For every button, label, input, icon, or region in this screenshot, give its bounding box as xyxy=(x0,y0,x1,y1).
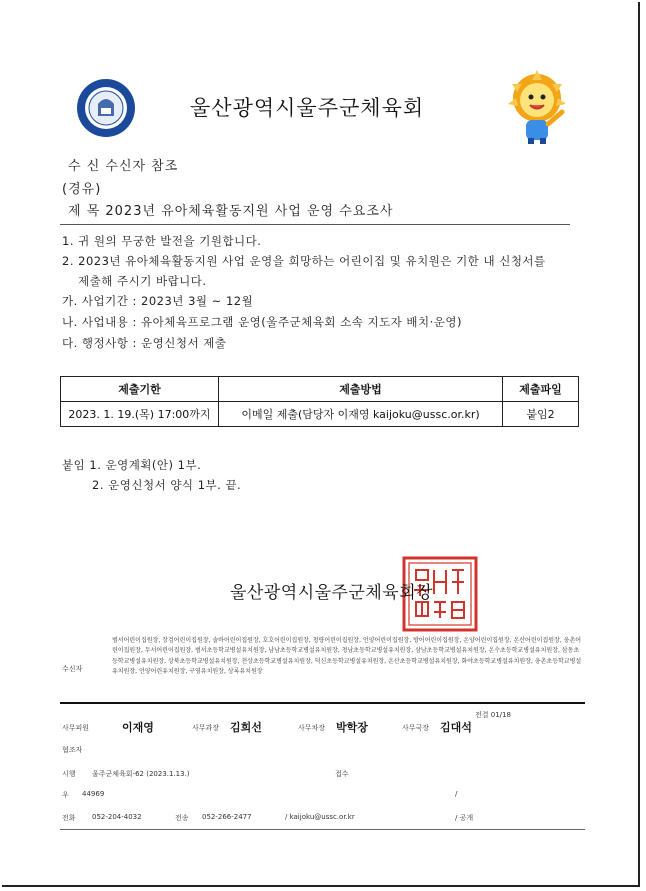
body-line-1: 1. 귀 원의 무궁한 발전을 기원합니다. xyxy=(62,234,262,248)
item-ga: 가. 사업기간 : 2023년 3월 ~ 12월 xyxy=(62,294,254,308)
document-title: 울산광역시울주군체육회 xyxy=(190,96,425,120)
chief-signature: 김대석 xyxy=(440,721,472,734)
postcode-label: 우 xyxy=(62,791,69,799)
sender-name: 울산광역시울주군체육회장 xyxy=(230,583,434,603)
postcode: 44969 xyxy=(82,790,105,798)
via-line: (경유) xyxy=(62,182,102,197)
team-label: 사무과장 xyxy=(192,724,220,732)
table-cell: 붙임2 xyxy=(503,402,579,427)
vice-signature: 박학장 xyxy=(336,721,368,734)
footer-divider xyxy=(60,829,585,830)
doc-no: 울주군체육회-62 (2023.1.13.) xyxy=(92,770,190,778)
organization-logo xyxy=(76,78,136,138)
recipient-line: 수 신 수신자 참조 xyxy=(68,159,179,174)
table-header: 제출파일 xyxy=(503,377,579,402)
vice-label: 사무차장 xyxy=(298,724,326,732)
team-signature: 김희선 xyxy=(230,721,262,734)
header-divider xyxy=(60,224,570,225)
doc-no-label: 시행 xyxy=(62,770,76,778)
approval-date-note: 전결 01/18 xyxy=(475,711,511,719)
chief-label: 사무국장 xyxy=(402,724,430,732)
cooperator-label: 협조자 xyxy=(62,746,83,754)
recipients-list: 범서어린이집원장, 장검어린이집원장, 솔바어린이집원장, 호호어린이집원장, 청량어린이집원장, 언양어린이집원장, 방어어린이집원장, 온양어린이집원장, 온산어린이집원장, 웅촌어린이집원장, 두서어린이집원장, 범서초등학교병설유치원장, 남남초등학교병설유치원장, 청남초등학교병설유치원장, 삼남초등학교병설유치원장, 온수초등학교병설유치원장, 삼동초등학교병설유치원장, 상북초등학교병설유치원장, 천상초등학교병설유치원장, 덕신초등학교병설유치원장, 온산초등학교병설유치원장, 화야초등학교병설유치원장, 웅촌초등학교병설유치원장, 언양어린유치원장, 구영유치원장, 상록유치원장 xyxy=(112,637,582,675)
attachment-line-2: 2. 운영신청서 양식 1부. 끝. xyxy=(92,478,242,492)
table-cell: 2023. 1. 19.(목) 17:00까지 xyxy=(61,402,219,427)
phone-number: 052-204-4032 xyxy=(92,813,142,821)
fax-label: 전송 xyxy=(175,814,189,822)
body-line-2b: 제출해 주시기 바랍니다. xyxy=(78,274,207,288)
address-slash: / xyxy=(455,790,458,798)
staff-signature: 이재영 xyxy=(122,721,154,734)
email: / kaijoku@ussc.or.kr xyxy=(285,813,355,821)
fax-number: 052-266-2477 xyxy=(202,813,252,821)
subject-line: 제 목 2023년 유아체육활동지원 사업 운영 수요조사 xyxy=(68,204,394,219)
body-line-2a: 2. 2023년 유아체육활동지원 사업 운영을 희망하는 어린이집 및 유치원은 기한 내 신청서를 xyxy=(62,254,546,268)
receipt-label: 접수 xyxy=(335,770,349,778)
recipients-label: 수신자 xyxy=(62,665,83,673)
submission-table xyxy=(60,376,579,427)
phone-label: 전화 xyxy=(62,814,76,822)
table-row xyxy=(61,402,579,427)
disclosure: / 공개 xyxy=(455,814,474,822)
item-da: 다. 행정사항 : 운영신청서 제출 xyxy=(62,336,227,350)
item-na: 나. 사업내용 : 유아체육프로그램 운영(울주군체육회 소속 지도자 배치·운영) xyxy=(62,315,463,329)
table-cell: 이메일 제출(담당자 이재영 kaijoku@ussc.or.kr) xyxy=(219,402,503,427)
table-header: 제출방법 xyxy=(219,377,503,402)
approval-divider xyxy=(60,702,585,704)
attachment-line-1: 붙임 1. 운영계획(안) 1부. xyxy=(62,458,202,472)
table-header: 제출기한 xyxy=(61,377,219,402)
mascot-image xyxy=(502,68,572,146)
staff-label: 사무피원 xyxy=(62,724,90,732)
table-header-row xyxy=(61,377,579,402)
